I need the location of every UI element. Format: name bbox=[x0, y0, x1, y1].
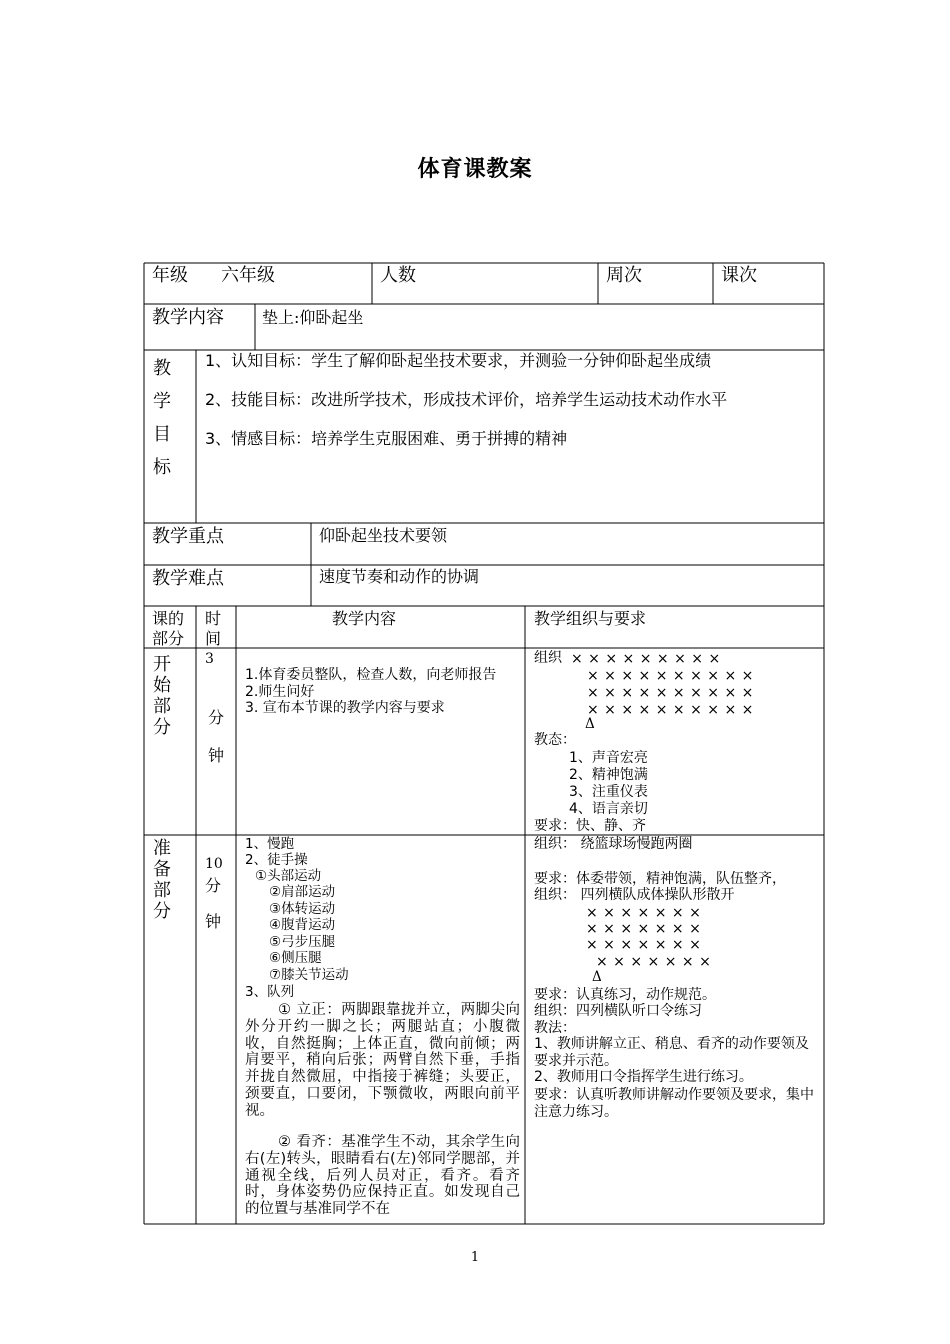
part-char: 始 bbox=[153, 675, 171, 696]
list-item: 1.体育委员整队，检查人数，向老师报告 bbox=[245, 667, 497, 683]
part-char: 分 bbox=[153, 717, 171, 738]
prep-org-line: 组织： 绕篮球场慢跑两圈 bbox=[534, 836, 693, 852]
count-label: 人数 bbox=[380, 265, 416, 286]
prep-org-line: 1、教师讲解立正、稍息、看齐的动作要领及要求并示范。 bbox=[534, 1036, 809, 1069]
list-item: 2.师生问好 bbox=[245, 683, 315, 700]
part-char: 准 bbox=[153, 838, 171, 859]
prep-org-line: 要求：认真听教师讲解动作要领及要求，集中注意力练习。 bbox=[534, 1087, 814, 1120]
col-header-time-line: 时 bbox=[205, 609, 222, 628]
formation-row: × × × × × × × × × × bbox=[587, 702, 754, 718]
prep-item: ④腹背运动 bbox=[269, 917, 336, 933]
start-time-unit: 钟 bbox=[208, 746, 225, 765]
prep-item: ⑥侧压腿 bbox=[269, 950, 322, 966]
stand-at-attention-paragraph: ① 立正：两脚跟靠拢并立，两脚尖向外分开约一脚之长；两腿站直；小腹微收，自然挺胸；上体正直，微向前倾；两肩要平，稍向后张；两臂自然下垂，手指并拢自然微屈，中指接于裤缝；头要正，颈要直，口要闭，下颚微收，两眼向前平视。 bbox=[245, 1002, 520, 1119]
goals-label-char: 目 bbox=[153, 424, 171, 445]
col-header-part bbox=[152, 609, 184, 648]
grade-label: 年级 bbox=[152, 265, 188, 286]
formation-row: × × × × × × × bbox=[586, 921, 702, 937]
content-value: 垫上:仰卧起坐 bbox=[262, 308, 364, 327]
start-requirement: 要求：快、静、齐 bbox=[534, 818, 646, 834]
formation-row: × × × × × × × bbox=[586, 937, 702, 953]
prep-item: ⑤弓步压腿 bbox=[269, 934, 336, 950]
formation-row: × × × × × × × × × × bbox=[587, 668, 754, 684]
goals-label-char: 教 bbox=[153, 358, 171, 379]
prep-org-line: 组织：四列横队听口令练习 bbox=[534, 1003, 702, 1019]
col-header-time bbox=[205, 609, 221, 648]
part-char: 开 bbox=[153, 654, 171, 675]
goals-label-char: 学 bbox=[153, 391, 171, 412]
prep-item: 1、慢跑 bbox=[245, 836, 295, 852]
prep-item: ⑦膝关节运动 bbox=[269, 967, 349, 983]
col-header-part-line: 课的 bbox=[152, 609, 185, 628]
lesson-label: 课次 bbox=[721, 265, 757, 286]
prep-org-line: 要求：认真练习，动作规范。 bbox=[534, 987, 716, 1003]
goal-item: 2、技能目标：改进所学技术，形成技术评价，培养学生运动技术动作水平 bbox=[205, 390, 728, 409]
key-point-label: 教学重点 bbox=[152, 526, 224, 547]
col-header-content: 教学内容 bbox=[332, 609, 397, 628]
prep-org-line: 教法： bbox=[534, 1020, 576, 1036]
teacher-mark: Δ bbox=[592, 969, 602, 985]
prep-item: ③体转运动 bbox=[269, 901, 336, 917]
list-item: 4、语言亲切 bbox=[569, 801, 648, 817]
col-header-org: 教学组织与要求 bbox=[534, 609, 647, 628]
formation-row: × × × × × × × bbox=[586, 905, 702, 921]
manner-list bbox=[569, 750, 648, 818]
page-number: 1 bbox=[470, 1250, 480, 1265]
prep-part-label bbox=[153, 838, 171, 922]
goal-item: 3、情感目标：培养学生克服困难、勇于拼搏的精神 bbox=[205, 429, 568, 448]
prep-time-unit: 分 bbox=[205, 876, 222, 895]
goal-item: 1、认知目标：学生了解仰卧起坐技术要求，并测验一分钟仰卧起坐成绩 bbox=[205, 351, 712, 370]
prep-item: 3、队列 bbox=[245, 984, 295, 1000]
prep-item: 2、徒手操 bbox=[245, 852, 308, 868]
start-content-list bbox=[245, 667, 496, 717]
prep-org-line: 组织： 四列横队成体操队形散开 bbox=[534, 887, 735, 903]
prep-time-number: 10 bbox=[205, 856, 223, 872]
list-item: 1、声音宏亮 bbox=[569, 750, 648, 766]
prep-org-line: 要求：体委带领，精神饱满，队伍整齐， bbox=[534, 871, 786, 887]
content-label: 教学内容 bbox=[152, 307, 224, 328]
start-part-label bbox=[153, 654, 171, 738]
prep-item: ①头部运动 bbox=[255, 868, 322, 884]
col-header-part-line: 部分 bbox=[152, 628, 185, 648]
col-header-time-line: 间 bbox=[205, 628, 222, 648]
manner-label: 教态： bbox=[534, 732, 576, 748]
prep-org-line: 2、教师用口令指挥学生进行练习。 bbox=[534, 1069, 753, 1085]
part-char: 备 bbox=[153, 859, 171, 880]
key-point-value: 仰卧起坐技术要领 bbox=[319, 526, 448, 545]
start-time-number: 3 bbox=[205, 651, 214, 667]
goals-label bbox=[153, 352, 171, 484]
formation-row: × × × × × × × × × bbox=[571, 651, 721, 667]
start-time-unit: 分 bbox=[208, 708, 225, 727]
list-item: 2、精神饱满 bbox=[569, 767, 648, 783]
difficulty-value: 速度节奏和动作的协调 bbox=[319, 567, 480, 586]
page-title: 体育课教案 bbox=[417, 157, 533, 182]
prep-time-unit: 钟 bbox=[205, 912, 222, 931]
grade-value: 六年级 bbox=[221, 265, 275, 286]
list-item: 3. 宣布本节课的教学内容与要求 bbox=[245, 700, 445, 716]
difficulty-label: 教学难点 bbox=[152, 568, 224, 589]
list-item: 3、注重仪表 bbox=[569, 784, 648, 800]
part-char: 部 bbox=[153, 696, 171, 717]
week-label: 周次 bbox=[606, 265, 642, 286]
formation-row: × × × × × × × × × × bbox=[587, 685, 754, 701]
dress-right-paragraph: ② 看齐：基准学生不动，其余学生向右(左)转头，眼睛看右(左)邻同学腮部，并通视全线，后列人员对正，看齐。看齐时，身体姿势仍应保持正直。如发现自己的位置与基准同学不在 bbox=[245, 1134, 520, 1218]
part-char: 分 bbox=[153, 901, 171, 922]
part-char: 部 bbox=[153, 880, 171, 901]
teacher-mark: Δ bbox=[585, 716, 595, 732]
prep-item: ②肩部运动 bbox=[269, 884, 336, 900]
formation-row: × × × × × × × bbox=[596, 954, 712, 970]
goals-label-char: 标 bbox=[153, 457, 171, 478]
start-org-label: 组织 bbox=[534, 650, 562, 666]
